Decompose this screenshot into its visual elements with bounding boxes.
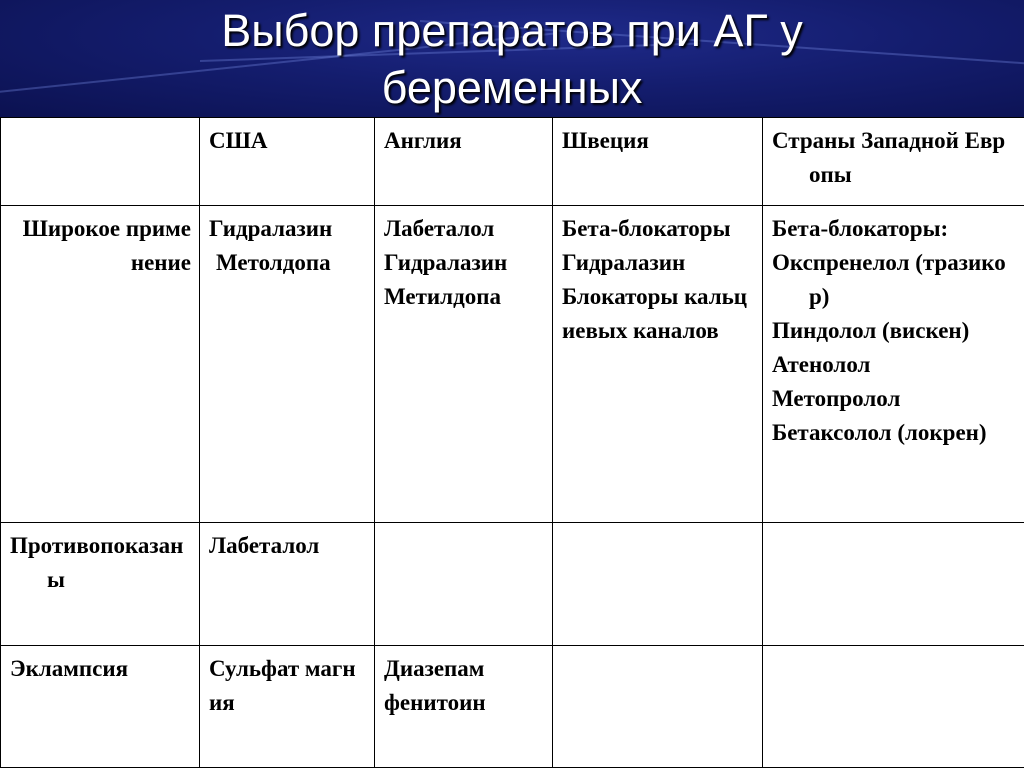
cell-sweden: [553, 523, 763, 646]
cell-usa: Лабеталол: [200, 523, 375, 646]
cell-usa: Гидралазин Метолдопа: [200, 206, 375, 523]
cell-western-europe: [763, 523, 1024, 646]
table-row: [1, 206, 1024, 523]
table-row: [1, 523, 1024, 646]
row-label-wide-use: Широкое применение: [1, 206, 200, 523]
header-row: [1, 118, 1024, 206]
col-header-uk: Англия: [375, 118, 553, 206]
table-row: [1, 646, 1024, 768]
cell-usa: Сульфат магния: [200, 646, 375, 768]
cell-western-europe: Бета-блокаторы: Окспренелол (тразикор) Пиндолол (вискен) Атенолол Метопролол Бетаксолол (локрен): [763, 206, 1024, 523]
title-line-2: беременных: [0, 59, 1024, 116]
corner-cell: [1, 118, 200, 206]
drug-table: [0, 117, 1024, 768]
slide-title: [0, 2, 1024, 116]
col-header-sweden: Швеция: [553, 118, 763, 206]
row-label-contraindicated: Противопоказаны: [1, 523, 200, 646]
cell-uk: Лабеталол Гидралазин Метилдопа: [375, 206, 553, 523]
cell-sweden: Бета-блокаторы Гидралазин Блокаторы кальциевых каналов: [553, 206, 763, 523]
title-line-1: Выбор препаратов при АГ у: [0, 2, 1024, 59]
col-header-usa: США: [200, 118, 375, 206]
cell-uk: Диазепам фенитоин: [375, 646, 553, 768]
cell-sweden: [553, 646, 763, 768]
col-header-western-europe: Страны Западной Европы: [763, 118, 1024, 206]
row-label-eclampsia: Эклампсия: [1, 646, 200, 768]
cell-uk: [375, 523, 553, 646]
slide-header: [0, 0, 1024, 118]
cell-western-europe: [763, 646, 1024, 768]
